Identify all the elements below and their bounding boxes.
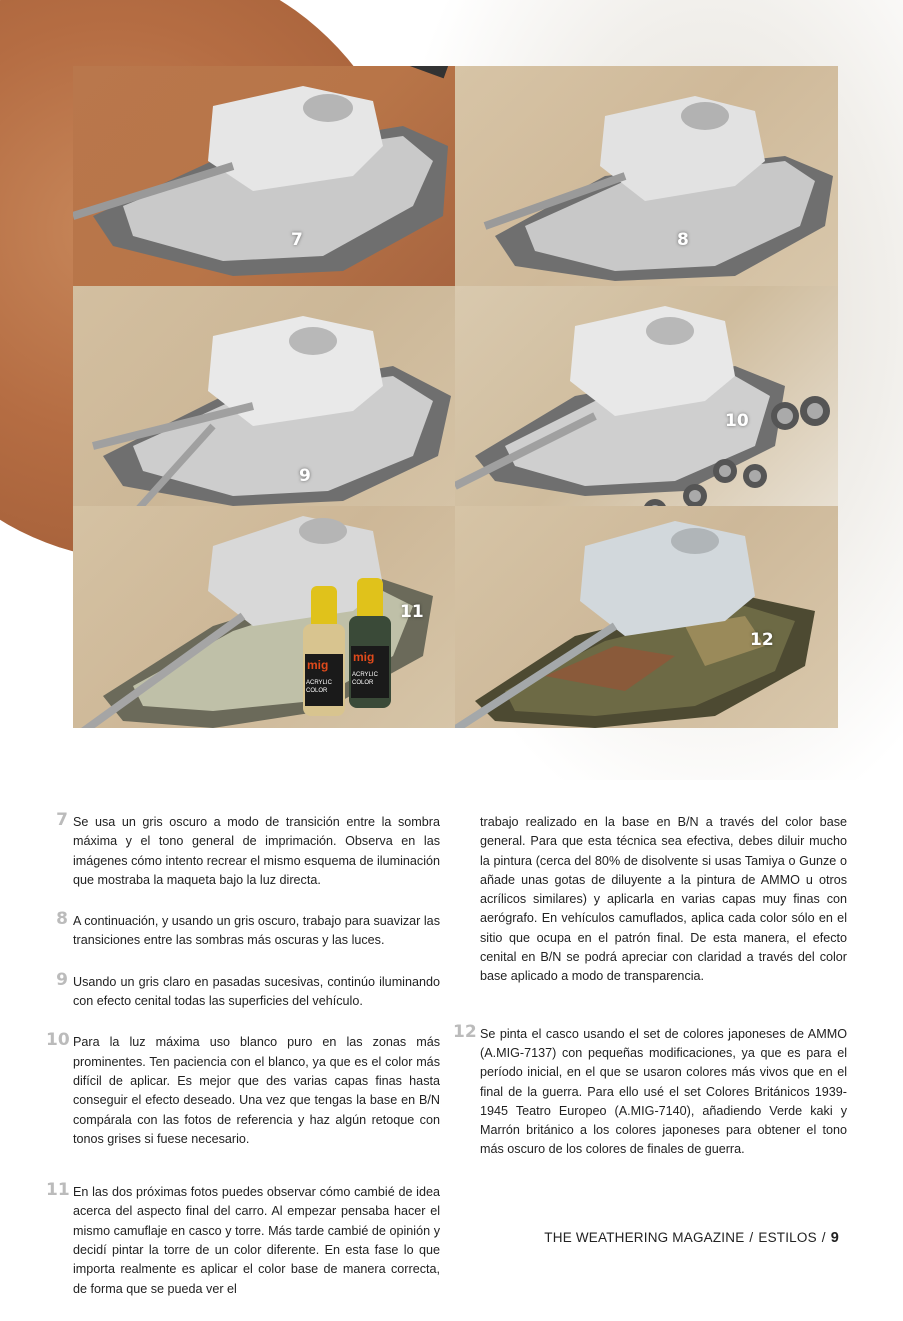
magazine-title: THE WEATHERING MAGAZINE	[544, 1230, 745, 1245]
photo-label: 12	[750, 630, 774, 650]
paragraph-text: Se usa un gris oscuro a modo de transición entre la sombra máxima y el tono general de imprimación. Observa en las imágenes cómo intento recrear el mismo esquema de iluminación que mostraba la maqueta bajo la luz directa.	[73, 815, 440, 887]
tank-model-12	[455, 506, 838, 728]
footer-separator: /	[821, 1230, 826, 1245]
photo-label: 8	[677, 230, 689, 250]
step-number: 10	[46, 1030, 70, 1051]
paragraph-text: A continuación, y usando un gris oscuro, trabajo para suavizar las transiciones entre las sombras más oscuras y las luces.	[73, 914, 440, 948]
photo-label: 11	[400, 602, 424, 622]
paint-bottle-left	[303, 586, 345, 716]
page-number: 9	[830, 1230, 839, 1246]
paragraph-continuation	[480, 813, 847, 987]
paragraph-step-10	[46, 1030, 440, 1149]
photo-step-7	[73, 66, 455, 286]
paragraph-step-11	[46, 1180, 440, 1299]
step-number: 7	[56, 810, 68, 830]
photo-step-12	[455, 506, 838, 728]
footer-separator: /	[749, 1230, 754, 1245]
photo-label: 10	[725, 411, 749, 431]
photo-step-10	[455, 286, 838, 506]
paragraph-text: En las dos próximas fotos puedes observar cómo cambié de idea acerca del aspecto final del carro. Al empezar pensaba hacer el mismo camuflaje en casco y torre. Más tarde cambié de opinión y decidí pintar la torre de un color diferente. En esta fase lo que importa realmente es aplicar el color base de manera correcta, de forma que se pueda ver el	[73, 1185, 440, 1296]
paragraph-step-7	[56, 810, 440, 890]
text-column-left	[46, 810, 440, 1321]
bottle-line2: COLOR	[352, 680, 374, 686]
photo-grid	[73, 66, 838, 728]
paint-bottle-right	[349, 578, 391, 708]
tank-model-8	[455, 66, 838, 286]
photo-step-11	[73, 506, 455, 728]
bottle-line1: ACRYLIC	[306, 680, 332, 686]
photo-step-8	[455, 66, 838, 286]
step-number: 9	[56, 969, 68, 990]
bottle-brand: mig	[353, 650, 375, 664]
photo-label: 9	[299, 466, 311, 486]
photo-step-9	[73, 286, 455, 506]
bottle-line1: ACRYLIC	[352, 672, 378, 678]
paragraph-step-9	[56, 969, 440, 1012]
page-footer	[544, 1230, 839, 1246]
paragraph-text: trabajo realizado en la base en B/N a través del color base general. Para que esta técnica sea efectiva, debes diluir mucho la pintura (cerca del 80% de disolvente si usas Tamiya o Gunze o añade unas gotas de diluyente a la pintura de AMMO u otros acrílicos similares) y aplicarla en varias capas muy finas con aerógrafo. En vehículos camuflados, aplica cada color sólo en el sitio que ocupa en el patrón final. De esta manera, el efecto cenital en B/N se podrá apreciar con claridad a través del color base aplicado a modo de transparencia.	[480, 815, 847, 984]
tank-model-9	[73, 286, 455, 506]
paragraph-text: Se pinta el casco usando el set de colores japoneses de AMMO (A.MIG-7137) con pequeñas modificaciones, ya que es para el período inicial, en el que se usaron colores más vivos que en el final de la guerra. Para ello usé el set Colores Británicos 1939-1945 Teatro Europeo (A.MIG-7140), añadiendo Verde kaki y Marrón británico a los colores japoneses para obtener el tono más oscuro de los colores de finales de guerra.	[480, 1026, 847, 1157]
tank-model-10	[455, 286, 838, 506]
paragraph-step-12	[453, 1021, 847, 1160]
bottle-line2: COLOR	[306, 688, 328, 694]
paragraph-step-8	[56, 909, 440, 951]
section-name: ESTILOS	[758, 1230, 817, 1245]
paragraph-text: Usando un gris claro en pasadas sucesivas, continúo iluminando con efecto cenital todas las superficies del vehículo.	[73, 974, 440, 1009]
step-number: 11	[46, 1180, 70, 1201]
step-number: 12	[453, 1021, 477, 1042]
tank-model-7	[73, 66, 455, 286]
photo-label: 7	[291, 230, 303, 250]
paragraph-text: Para la luz máxima uso blanco puro en las zonas más prominentes. Ten paciencia con el blanco, ya que es el color más difícil de aplicar. Es mejor que des varias capas finas hasta conseguir el efecto deseado. Una vez que tengas la base en B/N compárala con las fotos de referencia y haz algún retoque con tonos grises si fuese necesario.	[73, 1035, 440, 1146]
text-column-right	[453, 813, 847, 1182]
bottle-brand: mig	[307, 658, 329, 672]
step-number: 8	[56, 909, 68, 930]
tank-model-11	[73, 506, 455, 728]
